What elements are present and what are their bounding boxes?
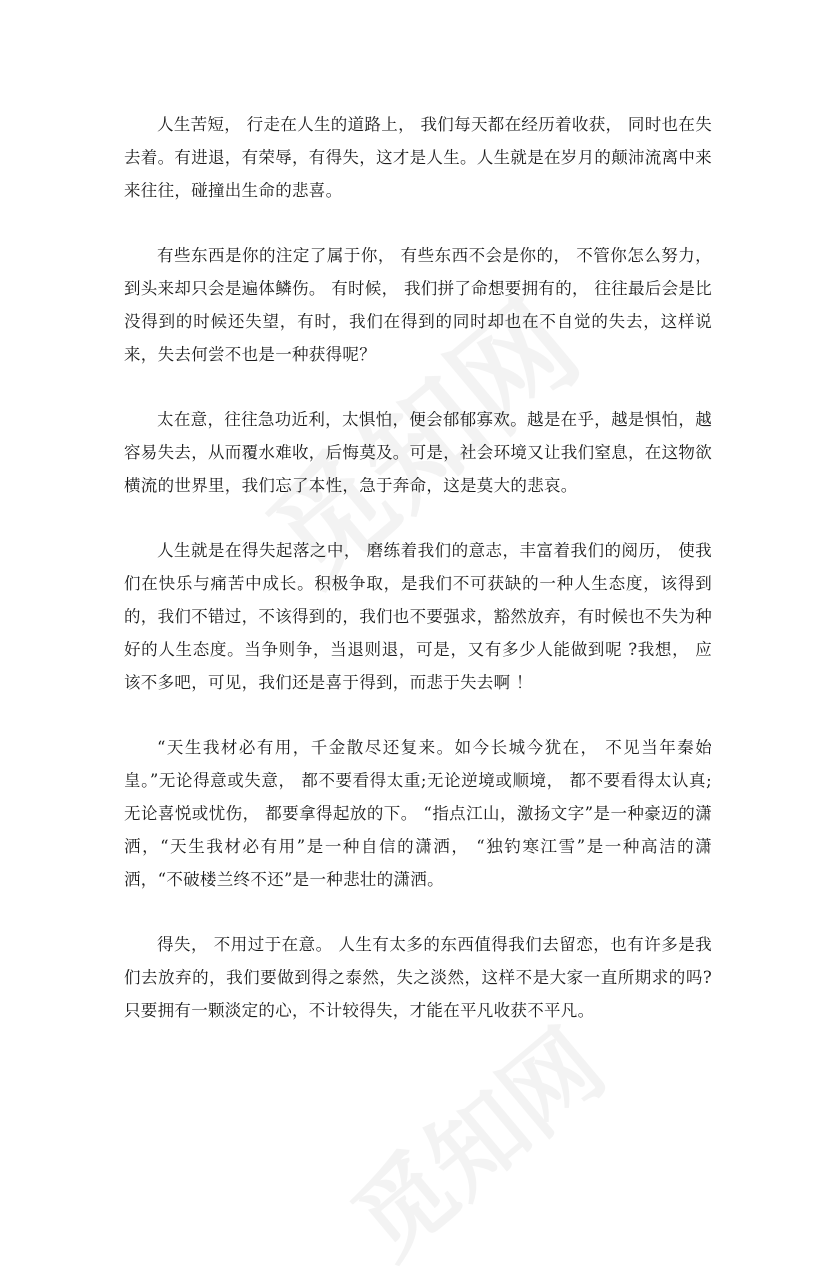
paragraph-4: 人生就是在得失起落之中， 磨练着我们的意志，丰富着我们的阅历， 使我们在快乐与痛苦中成长。积极争取，是我们不可获缺的一种人生态度，该得到的，我们不错过，不该得到的，我们也不要强求，豁然放弃，有时候也不失为种好的人生态度。当争则争，当退则退，可是，又有多少人能做到呢 ?我想， 应该不多吧，可见，我们还是喜于得到，而悲于失去啊 ！ <box>124 541 712 692</box>
paragraph-5: “天生我材必有用，千金散尽还复来。如今长城今犹在， 不见当年秦始皇。”无论得意或失意， 都不要看得太重;无论逆境或顺境， 都不要看得太认真;无论喜悦或忧伤， 都要拿得起放的下。 “指点江山，激扬文字”是一种豪迈的潇洒，“天生我材必有用”是一种自信的潇洒， “独钓寒江雪”是一种高洁的潇洒，“不破楼兰终不还”是一种悲壮的潇洒。 <box>124 738 712 889</box>
watermark-logo <box>320 993 629 1283</box>
document-body <box>124 108 712 1027</box>
paragraph-1: 人生苦短， 行走在人生的道路上， 我们每天都在经历着收获， 同时也在失去着。有进退，有荣辱，有得失，这才是人生。人生就是在岁月的颠沛流离中来来往往，碰撞出生命的悲喜。 <box>124 115 712 200</box>
paragraph-2: 有些东西是你的注定了属于你， 有些东西不会是你的， 不管你怎么努力， 到头来却只会是遍体鳞伤。 有时候， 我们拼了命想要拥有的， 往往最后会是比没得到的时候还失望，有时，我们在得到的同时却也在不自觉的失去，这样说来，失去何尝不也是一种获得呢？ <box>124 246 712 364</box>
paragraph-6: 得失， 不用过于在意。 人生有太多的东西值得我们去留恋，也有许多是我们去放弃的，我们要做到得之泰然，失之淡然，这样不是大家一直所期求的吗?只要拥有一颗淡定的心，不计较得失，才能在平凡收获不平凡。 <box>124 935 712 1020</box>
paragraph-3: 太在意，往往急功近利，太惧怕，便会郁郁寡欢。越是在乎，越是惧怕，越容易失去，从而覆水难收，后悔莫及。可是，社会环境又让我们窒息，在这物欲横流的世界里，我们忘了本性，急于奔命，这是莫大的悲哀。 <box>124 410 712 495</box>
